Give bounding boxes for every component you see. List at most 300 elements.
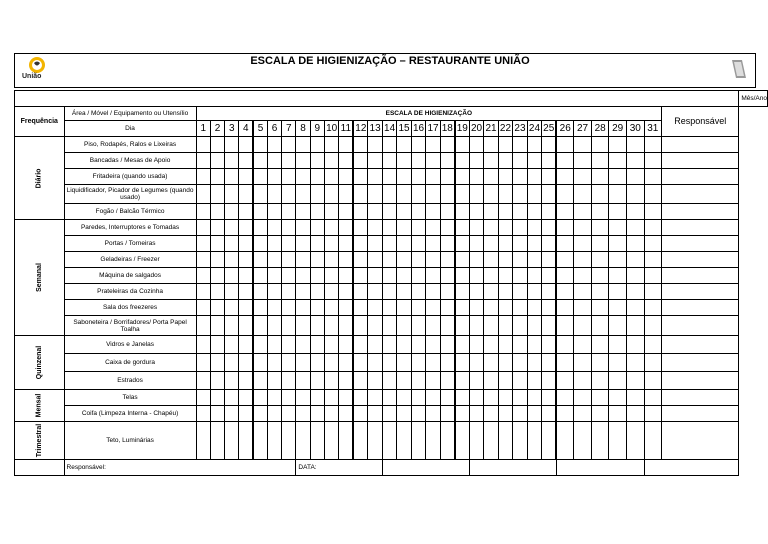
day-check-cell[interactable]	[282, 422, 296, 460]
day-check-cell[interactable]	[196, 220, 210, 236]
day-check-cell[interactable]	[411, 268, 425, 284]
day-check-cell[interactable]	[282, 169, 296, 185]
day-check-cell[interactable]	[527, 284, 541, 300]
day-check-cell[interactable]	[382, 185, 396, 204]
day-check-cell[interactable]	[469, 268, 483, 284]
day-check-cell[interactable]	[591, 268, 609, 284]
day-check-cell[interactable]	[368, 354, 382, 372]
day-check-cell[interactable]	[556, 372, 574, 390]
day-check-cell[interactable]	[484, 316, 498, 336]
day-check-cell[interactable]	[527, 236, 541, 252]
day-check-cell[interactable]	[310, 316, 324, 336]
day-check-cell[interactable]	[626, 354, 644, 372]
day-check-cell[interactable]	[382, 284, 396, 300]
responsavel-cell[interactable]	[662, 406, 739, 422]
day-check-cell[interactable]	[498, 268, 512, 284]
day-check-cell[interactable]	[239, 169, 253, 185]
day-check-cell[interactable]	[239, 236, 253, 252]
day-check-cell[interactable]	[368, 137, 382, 153]
day-check-cell[interactable]	[210, 422, 224, 460]
day-check-cell[interactable]	[513, 316, 527, 336]
day-check-cell[interactable]	[368, 268, 382, 284]
day-check-cell[interactable]	[196, 422, 210, 460]
day-check-cell[interactable]	[426, 354, 440, 372]
day-check-cell[interactable]	[267, 406, 281, 422]
day-check-cell[interactable]	[426, 220, 440, 236]
day-check-cell[interactable]	[239, 372, 253, 390]
responsavel-cell[interactable]	[662, 390, 739, 406]
day-check-cell[interactable]	[339, 169, 353, 185]
day-check-cell[interactable]	[513, 336, 527, 354]
responsavel-cell[interactable]	[662, 252, 739, 268]
day-check-cell[interactable]	[644, 390, 662, 406]
day-check-cell[interactable]	[196, 268, 210, 284]
day-check-cell[interactable]	[455, 354, 470, 372]
day-check-cell[interactable]	[644, 204, 662, 220]
day-check-cell[interactable]	[210, 268, 224, 284]
day-check-cell[interactable]	[253, 252, 267, 268]
day-check-cell[interactable]	[324, 185, 338, 204]
day-check-cell[interactable]	[368, 220, 382, 236]
day-check-cell[interactable]	[225, 422, 239, 460]
day-check-cell[interactable]	[484, 252, 498, 268]
day-check-cell[interactable]	[469, 169, 483, 185]
day-check-cell[interactable]	[397, 268, 411, 284]
day-check-cell[interactable]	[591, 252, 609, 268]
day-check-cell[interactable]	[239, 268, 253, 284]
day-check-cell[interactable]	[527, 137, 541, 153]
day-check-cell[interactable]	[296, 236, 310, 252]
day-check-cell[interactable]	[267, 422, 281, 460]
day-check-cell[interactable]	[440, 169, 455, 185]
day-check-cell[interactable]	[324, 220, 338, 236]
day-check-cell[interactable]	[484, 137, 498, 153]
footer-responsavel[interactable]: Responsável:	[64, 460, 296, 476]
day-check-cell[interactable]	[527, 300, 541, 316]
day-check-cell[interactable]	[196, 185, 210, 204]
day-check-cell[interactable]	[253, 316, 267, 336]
day-check-cell[interactable]	[324, 336, 338, 354]
day-check-cell[interactable]	[591, 390, 609, 406]
day-check-cell[interactable]	[574, 153, 592, 169]
day-check-cell[interactable]	[609, 204, 627, 220]
day-check-cell[interactable]	[296, 336, 310, 354]
day-check-cell[interactable]	[440, 372, 455, 390]
day-check-cell[interactable]	[339, 422, 353, 460]
day-check-cell[interactable]	[411, 390, 425, 406]
day-check-cell[interactable]	[626, 169, 644, 185]
day-check-cell[interactable]	[196, 153, 210, 169]
day-check-cell[interactable]	[282, 252, 296, 268]
day-check-cell[interactable]	[644, 185, 662, 204]
day-check-cell[interactable]	[542, 220, 557, 236]
day-check-cell[interactable]	[225, 204, 239, 220]
day-check-cell[interactable]	[440, 316, 455, 336]
day-check-cell[interactable]	[353, 422, 368, 460]
day-check-cell[interactable]	[339, 354, 353, 372]
day-check-cell[interactable]	[239, 137, 253, 153]
day-check-cell[interactable]	[644, 153, 662, 169]
day-check-cell[interactable]	[324, 372, 338, 390]
day-check-cell[interactable]	[267, 137, 281, 153]
day-check-cell[interactable]	[426, 372, 440, 390]
day-check-cell[interactable]	[296, 204, 310, 220]
day-check-cell[interactable]	[484, 169, 498, 185]
day-check-cell[interactable]	[609, 300, 627, 316]
day-check-cell[interactable]	[382, 422, 396, 460]
day-check-cell[interactable]	[397, 252, 411, 268]
day-check-cell[interactable]	[644, 284, 662, 300]
day-check-cell[interactable]	[339, 137, 353, 153]
day-check-cell[interactable]	[282, 137, 296, 153]
day-check-cell[interactable]	[626, 406, 644, 422]
day-check-cell[interactable]	[527, 406, 541, 422]
day-check-cell[interactable]	[542, 169, 557, 185]
day-check-cell[interactable]	[310, 153, 324, 169]
day-check-cell[interactable]	[382, 354, 396, 372]
day-check-cell[interactable]	[397, 336, 411, 354]
day-check-cell[interactable]	[469, 390, 483, 406]
day-check-cell[interactable]	[411, 422, 425, 460]
day-check-cell[interactable]	[556, 268, 574, 284]
day-check-cell[interactable]	[296, 300, 310, 316]
day-check-cell[interactable]	[527, 336, 541, 354]
day-check-cell[interactable]	[498, 153, 512, 169]
day-check-cell[interactable]	[324, 316, 338, 336]
day-check-cell[interactable]	[196, 169, 210, 185]
day-check-cell[interactable]	[426, 252, 440, 268]
day-check-cell[interactable]	[591, 220, 609, 236]
day-check-cell[interactable]	[210, 354, 224, 372]
day-check-cell[interactable]	[353, 354, 368, 372]
day-check-cell[interactable]	[626, 316, 644, 336]
day-check-cell[interactable]	[556, 406, 574, 422]
day-check-cell[interactable]	[609, 220, 627, 236]
day-check-cell[interactable]	[296, 316, 310, 336]
day-check-cell[interactable]	[239, 354, 253, 372]
day-check-cell[interactable]	[455, 153, 470, 169]
day-check-cell[interactable]	[527, 185, 541, 204]
day-check-cell[interactable]	[574, 137, 592, 153]
day-check-cell[interactable]	[253, 422, 267, 460]
day-check-cell[interactable]	[382, 153, 396, 169]
day-check-cell[interactable]	[397, 372, 411, 390]
day-check-cell[interactable]	[426, 137, 440, 153]
day-check-cell[interactable]	[210, 316, 224, 336]
day-check-cell[interactable]	[296, 153, 310, 169]
day-check-cell[interactable]	[609, 252, 627, 268]
day-check-cell[interactable]	[397, 236, 411, 252]
day-check-cell[interactable]	[353, 204, 368, 220]
day-check-cell[interactable]	[397, 220, 411, 236]
day-check-cell[interactable]	[484, 372, 498, 390]
day-check-cell[interactable]	[556, 316, 574, 336]
day-check-cell[interactable]	[368, 300, 382, 316]
mes-ano-field[interactable]: Mês/Ano	[739, 91, 768, 107]
day-check-cell[interactable]	[574, 372, 592, 390]
day-check-cell[interactable]	[253, 169, 267, 185]
day-check-cell[interactable]	[426, 284, 440, 300]
day-check-cell[interactable]	[253, 372, 267, 390]
responsavel-cell[interactable]	[662, 153, 739, 169]
day-check-cell[interactable]	[310, 422, 324, 460]
day-check-cell[interactable]	[469, 406, 483, 422]
day-check-cell[interactable]	[455, 422, 470, 460]
day-check-cell[interactable]	[339, 300, 353, 316]
day-check-cell[interactable]	[556, 137, 574, 153]
day-check-cell[interactable]	[382, 252, 396, 268]
day-check-cell[interactable]	[644, 422, 662, 460]
day-check-cell[interactable]	[527, 204, 541, 220]
day-check-cell[interactable]	[282, 220, 296, 236]
day-check-cell[interactable]	[324, 422, 338, 460]
day-check-cell[interactable]	[484, 185, 498, 204]
day-check-cell[interactable]	[353, 268, 368, 284]
day-check-cell[interactable]	[426, 390, 440, 406]
day-check-cell[interactable]	[353, 316, 368, 336]
day-check-cell[interactable]	[440, 336, 455, 354]
day-check-cell[interactable]	[498, 422, 512, 460]
day-check-cell[interactable]	[498, 185, 512, 204]
day-check-cell[interactable]	[368, 406, 382, 422]
day-check-cell[interactable]	[253, 185, 267, 204]
day-check-cell[interactable]	[609, 153, 627, 169]
day-check-cell[interactable]	[513, 137, 527, 153]
day-check-cell[interactable]	[542, 316, 557, 336]
day-check-cell[interactable]	[609, 268, 627, 284]
day-check-cell[interactable]	[527, 316, 541, 336]
day-check-cell[interactable]	[591, 300, 609, 316]
day-check-cell[interactable]	[498, 300, 512, 316]
day-check-cell[interactable]	[556, 204, 574, 220]
day-check-cell[interactable]	[426, 316, 440, 336]
day-check-cell[interactable]	[626, 220, 644, 236]
day-check-cell[interactable]	[513, 169, 527, 185]
day-check-cell[interactable]	[296, 137, 310, 153]
day-check-cell[interactable]	[542, 284, 557, 300]
day-check-cell[interactable]	[339, 316, 353, 336]
day-check-cell[interactable]	[225, 390, 239, 406]
day-check-cell[interactable]	[310, 372, 324, 390]
day-check-cell[interactable]	[556, 300, 574, 316]
day-check-cell[interactable]	[484, 422, 498, 460]
day-check-cell[interactable]	[267, 316, 281, 336]
day-check-cell[interactable]	[253, 236, 267, 252]
day-check-cell[interactable]	[225, 406, 239, 422]
day-check-cell[interactable]	[397, 390, 411, 406]
day-check-cell[interactable]	[411, 300, 425, 316]
day-check-cell[interactable]	[455, 300, 470, 316]
day-check-cell[interactable]	[225, 153, 239, 169]
day-check-cell[interactable]	[455, 169, 470, 185]
day-check-cell[interactable]	[353, 390, 368, 406]
day-check-cell[interactable]	[455, 137, 470, 153]
day-check-cell[interactable]	[397, 422, 411, 460]
day-check-cell[interactable]	[310, 268, 324, 284]
day-check-cell[interactable]	[339, 236, 353, 252]
day-check-cell[interactable]	[368, 390, 382, 406]
day-check-cell[interactable]	[282, 236, 296, 252]
day-check-cell[interactable]	[498, 406, 512, 422]
day-check-cell[interactable]	[542, 252, 557, 268]
day-check-cell[interactable]	[542, 185, 557, 204]
day-check-cell[interactable]	[644, 220, 662, 236]
day-check-cell[interactable]	[382, 390, 396, 406]
day-check-cell[interactable]	[591, 354, 609, 372]
day-check-cell[interactable]	[591, 284, 609, 300]
day-check-cell[interactable]	[484, 406, 498, 422]
day-check-cell[interactable]	[411, 153, 425, 169]
day-check-cell[interactable]	[324, 300, 338, 316]
day-check-cell[interactable]	[296, 252, 310, 268]
day-check-cell[interactable]	[644, 300, 662, 316]
responsavel-cell[interactable]	[662, 268, 739, 284]
day-check-cell[interactable]	[455, 236, 470, 252]
day-check-cell[interactable]	[339, 336, 353, 354]
day-check-cell[interactable]	[498, 137, 512, 153]
day-check-cell[interactable]	[455, 204, 470, 220]
day-check-cell[interactable]	[498, 316, 512, 336]
day-check-cell[interactable]	[310, 390, 324, 406]
day-check-cell[interactable]	[574, 390, 592, 406]
day-check-cell[interactable]	[296, 284, 310, 300]
day-check-cell[interactable]	[440, 153, 455, 169]
day-check-cell[interactable]	[225, 284, 239, 300]
day-check-cell[interactable]	[368, 252, 382, 268]
day-check-cell[interactable]	[339, 372, 353, 390]
day-check-cell[interactable]	[382, 372, 396, 390]
day-check-cell[interactable]	[310, 204, 324, 220]
day-check-cell[interactable]	[397, 169, 411, 185]
day-check-cell[interactable]	[310, 354, 324, 372]
day-check-cell[interactable]	[296, 220, 310, 236]
day-check-cell[interactable]	[310, 284, 324, 300]
day-check-cell[interactable]	[644, 316, 662, 336]
day-check-cell[interactable]	[513, 284, 527, 300]
day-check-cell[interactable]	[513, 204, 527, 220]
day-check-cell[interactable]	[644, 406, 662, 422]
day-check-cell[interactable]	[469, 316, 483, 336]
day-check-cell[interactable]	[225, 169, 239, 185]
day-check-cell[interactable]	[626, 372, 644, 390]
day-check-cell[interactable]	[324, 153, 338, 169]
day-check-cell[interactable]	[469, 284, 483, 300]
day-check-cell[interactable]	[609, 316, 627, 336]
day-check-cell[interactable]	[353, 406, 368, 422]
day-check-cell[interactable]	[267, 268, 281, 284]
day-check-cell[interactable]	[484, 354, 498, 372]
day-check-cell[interactable]	[210, 284, 224, 300]
day-check-cell[interactable]	[397, 354, 411, 372]
day-check-cell[interactable]	[527, 372, 541, 390]
day-check-cell[interactable]	[542, 268, 557, 284]
day-check-cell[interactable]	[411, 336, 425, 354]
day-check-cell[interactable]	[282, 390, 296, 406]
day-check-cell[interactable]	[267, 390, 281, 406]
day-check-cell[interactable]	[196, 316, 210, 336]
day-check-cell[interactable]	[210, 185, 224, 204]
day-check-cell[interactable]	[253, 390, 267, 406]
day-check-cell[interactable]	[455, 336, 470, 354]
day-check-cell[interactable]	[556, 354, 574, 372]
day-check-cell[interactable]	[353, 220, 368, 236]
day-check-cell[interactable]	[282, 354, 296, 372]
responsavel-cell[interactable]	[662, 422, 739, 460]
day-check-cell[interactable]	[210, 236, 224, 252]
day-check-cell[interactable]	[513, 300, 527, 316]
day-check-cell[interactable]	[498, 204, 512, 220]
day-check-cell[interactable]	[239, 220, 253, 236]
day-check-cell[interactable]	[440, 220, 455, 236]
day-check-cell[interactable]	[609, 185, 627, 204]
day-check-cell[interactable]	[382, 236, 396, 252]
day-check-cell[interactable]	[339, 220, 353, 236]
day-check-cell[interactable]	[225, 220, 239, 236]
day-check-cell[interactable]	[210, 406, 224, 422]
day-check-cell[interactable]	[210, 153, 224, 169]
day-check-cell[interactable]	[542, 153, 557, 169]
day-check-cell[interactable]	[368, 185, 382, 204]
day-check-cell[interactable]	[469, 354, 483, 372]
day-check-cell[interactable]	[310, 185, 324, 204]
day-check-cell[interactable]	[267, 284, 281, 300]
day-check-cell[interactable]	[353, 169, 368, 185]
day-check-cell[interactable]	[239, 336, 253, 354]
day-check-cell[interactable]	[513, 422, 527, 460]
day-check-cell[interactable]	[296, 185, 310, 204]
day-check-cell[interactable]	[542, 422, 557, 460]
day-check-cell[interactable]	[469, 372, 483, 390]
day-check-cell[interactable]	[440, 236, 455, 252]
day-check-cell[interactable]	[411, 354, 425, 372]
day-check-cell[interactable]	[253, 268, 267, 284]
day-check-cell[interactable]	[626, 422, 644, 460]
day-check-cell[interactable]	[353, 336, 368, 354]
day-check-cell[interactable]	[267, 220, 281, 236]
day-check-cell[interactable]	[267, 169, 281, 185]
day-check-cell[interactable]	[609, 236, 627, 252]
responsavel-cell[interactable]	[662, 372, 739, 390]
day-check-cell[interactable]	[469, 252, 483, 268]
day-check-cell[interactable]	[267, 185, 281, 204]
day-check-cell[interactable]	[609, 336, 627, 354]
day-check-cell[interactable]	[484, 284, 498, 300]
day-check-cell[interactable]	[353, 372, 368, 390]
day-check-cell[interactable]	[353, 185, 368, 204]
day-check-cell[interactable]	[556, 252, 574, 268]
day-check-cell[interactable]	[484, 153, 498, 169]
day-check-cell[interactable]	[644, 372, 662, 390]
day-check-cell[interactable]	[626, 284, 644, 300]
day-check-cell[interactable]	[513, 236, 527, 252]
day-check-cell[interactable]	[484, 236, 498, 252]
day-check-cell[interactable]	[609, 284, 627, 300]
day-check-cell[interactable]	[267, 300, 281, 316]
responsavel-cell[interactable]	[662, 316, 739, 336]
day-check-cell[interactable]	[397, 137, 411, 153]
day-check-cell[interactable]	[267, 354, 281, 372]
day-check-cell[interactable]	[440, 354, 455, 372]
day-check-cell[interactable]	[455, 268, 470, 284]
day-check-cell[interactable]	[411, 137, 425, 153]
day-check-cell[interactable]	[324, 390, 338, 406]
day-check-cell[interactable]	[513, 268, 527, 284]
day-check-cell[interactable]	[440, 422, 455, 460]
day-check-cell[interactable]	[324, 236, 338, 252]
day-check-cell[interactable]	[339, 185, 353, 204]
day-check-cell[interactable]	[397, 316, 411, 336]
day-check-cell[interactable]	[542, 204, 557, 220]
